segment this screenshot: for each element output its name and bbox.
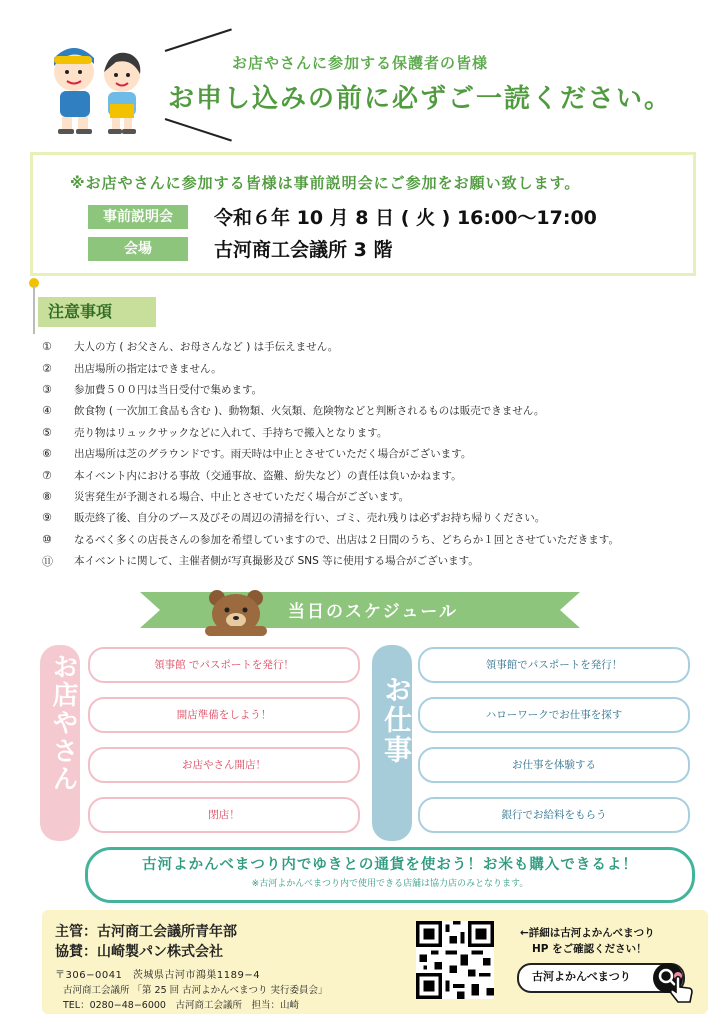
children-illustration bbox=[40, 44, 156, 136]
list-item bbox=[42, 486, 712, 507]
notes-heading: 注意事項 bbox=[38, 297, 156, 327]
currency-banner-note: ※古河よかんべまつり内で使用できる店舗は協力店のみとなります。 bbox=[251, 879, 529, 889]
shop-step: 開店準備をしよう！ bbox=[88, 697, 360, 733]
briefing-note: ※お店やさんに参加する皆様は事前説明会にご参加をお願い致します。 bbox=[70, 174, 581, 192]
work-label-text: お仕事 bbox=[380, 675, 413, 765]
note-number: ⑪ bbox=[42, 554, 53, 568]
list-item bbox=[42, 400, 712, 421]
note-text: 本イベント内における事故（交通事故、盗難、紛失など）の責任は負いかねます。 bbox=[74, 469, 462, 482]
bear-icon bbox=[203, 588, 269, 638]
note-text: 大人の方 ( お父さん、お母さんなど ) は手伝えません。 bbox=[74, 341, 339, 354]
list-item bbox=[42, 443, 712, 464]
note-text: 本イベントに関して、主催者側が写真撮影及び SNS 等に使用する場合がございます。 bbox=[74, 555, 479, 568]
list-item bbox=[42, 529, 712, 550]
note-text: 販売終了後、自分のブース及びその周辺の清掃を行い、ゴミ、売れ残りは必ずお持ち帰りください。 bbox=[74, 512, 546, 525]
list-item bbox=[42, 507, 712, 528]
briefing-venue-label: 会場 bbox=[88, 237, 188, 261]
briefing-date-label: 事前説明会 bbox=[88, 205, 188, 229]
note-text: 出店場所の指定はできません。 bbox=[74, 362, 222, 375]
list-item bbox=[42, 464, 712, 485]
notes-list bbox=[42, 336, 712, 571]
note-number: ③ bbox=[42, 382, 52, 396]
header-title: お申し込みの前に必ずご一読ください。 bbox=[168, 84, 673, 114]
note-text: 売り物はリュックサックなどに入れて、手持ちで搬入となります。 bbox=[74, 426, 388, 439]
shop-step: 領事館 でパスポートを発行！ bbox=[88, 647, 360, 683]
note-number: ⑩ bbox=[42, 532, 52, 546]
currency-banner-text: 古河よかんべまつり内でゆきとの通貨を使おう！お米も購入できるよ！ bbox=[142, 857, 638, 873]
work-step: 銀行でお給料をもらう bbox=[418, 797, 690, 833]
shop-step: 閉店！ bbox=[88, 797, 360, 833]
note-number: ① bbox=[42, 340, 52, 354]
list-item bbox=[42, 550, 712, 571]
note-text: なるべく多くの店長さんの参加を希望していますので、出店は２日間のうち、どちらか１回とさせていただきます。 bbox=[74, 533, 619, 546]
schedule-title: 当日のスケジュール bbox=[288, 602, 458, 622]
note-number: ② bbox=[42, 361, 52, 375]
note-text: 出店場所は芝のグラウンドです。雨天時は中止とさせていただく場合がございます。 bbox=[74, 448, 472, 461]
footer-organizer: 主管：古河商工会議所青年部 bbox=[55, 924, 237, 940]
footer-sponsor: 協賛：山崎製パン株式会社 bbox=[55, 944, 223, 960]
note-number: ⑦ bbox=[42, 468, 52, 482]
note-number: ⑧ bbox=[42, 489, 52, 503]
briefing-date-value: 令和６年 10 月 8 日 ( 火 ) 16:00〜17:00 bbox=[214, 207, 597, 229]
note-number: ⑤ bbox=[42, 425, 52, 439]
shop-column-label bbox=[40, 645, 80, 841]
footer-address: 〒306−0041 茨城県古河市鴻巣1189−4 bbox=[55, 970, 261, 981]
search-input[interactable]: 古河よかんべまつり bbox=[532, 970, 631, 983]
hp-note-line2: HP をご確認ください！ bbox=[532, 943, 647, 955]
work-step: ハローワークでお仕事を探す bbox=[418, 697, 690, 733]
note-number: ⑨ bbox=[42, 511, 52, 525]
briefing-venue-value: 古河商工会議所 3 階 bbox=[214, 239, 393, 261]
header-subtitle: お店やさんに参加する保護者の皆様 bbox=[232, 54, 489, 72]
note-text: 災害発生が予測される場合、中止とさせていただく場合がございます。 bbox=[74, 490, 410, 503]
note-number: ④ bbox=[42, 404, 52, 418]
footer-tel: TEL：0280−48−6000 古河商工会議所 担当：山崎 bbox=[63, 1000, 299, 1011]
shop-step: お店やさん開店！ bbox=[88, 747, 360, 783]
header-accent-line-top bbox=[165, 28, 232, 52]
note-text: 参加費５００円は当日受付で集めます。 bbox=[74, 383, 263, 396]
list-item bbox=[42, 336, 712, 357]
note-text: 飲食物 ( 一次加工食品も含む )、動物類、火気類、危険物などと判断されるものは販売できません。 bbox=[74, 405, 545, 418]
footer-contact-org: 古河商工会議所 「第 25 回 古河よかんべまつり 実行委員会」 bbox=[63, 985, 328, 996]
header-accent-line-bottom bbox=[165, 118, 232, 142]
qr-code-icon[interactable] bbox=[416, 921, 494, 999]
work-step: 領事館でパスポートを発行！ bbox=[418, 647, 690, 683]
hp-note-line1: ←詳細は古河よかんべまつり bbox=[520, 927, 655, 939]
shop-label-text: お店やさん bbox=[48, 653, 78, 793]
note-number: ⑥ bbox=[42, 447, 52, 461]
list-item bbox=[42, 357, 712, 378]
pin-line bbox=[33, 286, 35, 334]
work-step: お仕事を体験する bbox=[418, 747, 690, 783]
list-item bbox=[42, 379, 712, 400]
list-item bbox=[42, 422, 712, 443]
work-column-label bbox=[372, 645, 412, 841]
pointer-hand-icon bbox=[668, 972, 698, 1006]
